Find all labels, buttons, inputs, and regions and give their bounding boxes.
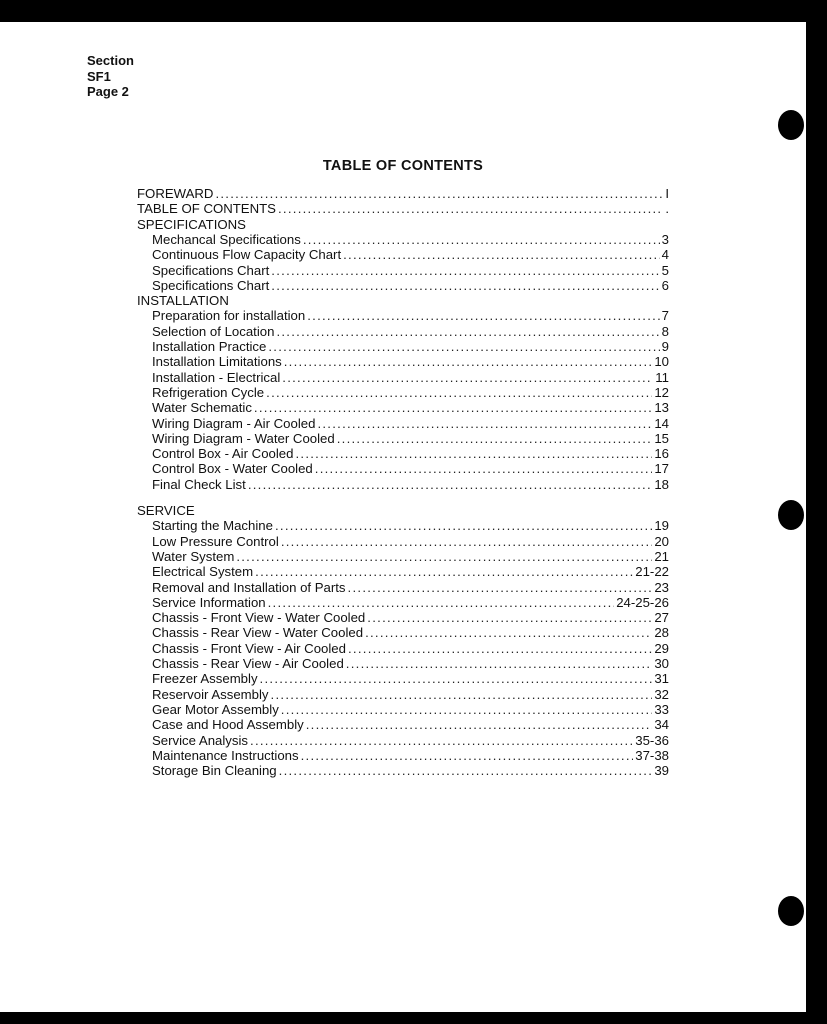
toc-entry <box>152 656 669 671</box>
toc-entry-label: FOREWARD <box>137 186 214 201</box>
dot-leader <box>279 763 653 778</box>
toc-entry-page: 21-22 <box>635 564 669 580</box>
toc-entry-page: 10 <box>654 354 669 370</box>
toc-entry <box>152 416 669 431</box>
toc-entry-label: Starting the Machine <box>152 518 273 534</box>
toc-entry <box>152 580 669 595</box>
toc-entry-page: 24-25-26 <box>616 594 669 610</box>
toc-entry-label: Mechancal Specifications <box>152 231 301 247</box>
toc-entry-page: . <box>665 201 669 217</box>
toc-entry-label: Specifications Chart <box>152 277 270 293</box>
toc-entry-page: I <box>665 186 669 201</box>
toc-entry-label: Reservoir Assembly <box>152 686 269 702</box>
dot-leader <box>315 461 653 476</box>
toc-entry-page: 20 <box>654 533 669 549</box>
dot-leader <box>276 324 659 339</box>
toc-entry <box>152 370 669 385</box>
dot-leader <box>255 564 633 579</box>
toc-entry-page: 9 <box>661 339 669 354</box>
dot-leader <box>268 339 659 354</box>
toc-entry <box>152 625 669 640</box>
toc-entry <box>152 702 669 717</box>
toc-entry <box>152 385 669 400</box>
toc-entry-page: 17 <box>654 461 669 477</box>
dot-leader <box>301 748 634 763</box>
toc-entry-label: TABLE OF CONTENTS <box>137 201 276 217</box>
dot-leader <box>337 431 653 446</box>
dot-leader <box>260 671 653 686</box>
toc-entry <box>152 610 669 625</box>
toc-entry-page: 37-38 <box>635 747 669 763</box>
dot-leader <box>343 247 660 262</box>
toc-entry-page: 28 <box>654 625 669 641</box>
toc-entry-page: 31 <box>654 671 669 687</box>
section-label: Section <box>87 53 134 68</box>
punch-hole-bottom <box>778 896 804 926</box>
toc-entry <box>152 687 669 702</box>
toc-entry-label: Preparation for installation <box>152 308 306 324</box>
dot-leader <box>281 534 653 549</box>
toc-entry <box>152 549 669 564</box>
dot-leader <box>284 354 653 369</box>
toc-entry-label: Gear Motor Assembly <box>152 701 279 717</box>
toc-entry-page: 32 <box>654 686 669 702</box>
toc-entry-label: Chassis - Rear View - Air Cooled <box>152 656 344 671</box>
toc-entry-page: 15 <box>654 430 669 446</box>
toc-entry-page: 34 <box>654 717 669 733</box>
toc-entry-label: Chassis - Front View - Air Cooled <box>152 640 346 656</box>
toc-entry <box>152 446 669 461</box>
toc-entry-label: Installation - Electrical <box>152 369 281 385</box>
toc-entry-label: Water System <box>152 548 235 564</box>
page-header <box>87 53 134 100</box>
toc-entry-label: Wiring Diagram - Water Cooled <box>152 430 335 446</box>
toc-section-heading: SPECIFICATIONS <box>137 216 246 232</box>
toc-entry <box>152 247 669 262</box>
toc-entry <box>152 431 669 446</box>
toc-entry-label: Installation Practice <box>152 339 267 354</box>
toc-entry-label: Low Pressure Control <box>152 533 279 549</box>
toc-entry <box>152 534 669 549</box>
toc-entry-label: Continuous Flow Capacity Chart <box>152 247 342 263</box>
toc-entry-label: Storage Bin Cleaning <box>152 763 277 779</box>
toc-entry <box>152 339 669 354</box>
toc-entry-label: Case and Hood Assembly <box>152 717 304 733</box>
toc-entry <box>152 641 669 656</box>
dot-leader <box>306 717 653 732</box>
dot-leader <box>367 610 652 625</box>
toc-entry-page: 19 <box>654 518 669 534</box>
toc-section-heading: SERVICE <box>137 503 195 518</box>
dot-leader <box>236 549 652 564</box>
dot-leader <box>278 201 663 216</box>
toc-entry <box>152 308 669 323</box>
toc-entry <box>152 232 669 247</box>
dot-leader <box>271 263 659 278</box>
toc-entry-page: 11 <box>655 369 669 385</box>
toc-entry-label: Final Check List <box>152 476 246 492</box>
toc-entry <box>137 201 669 216</box>
section-code: SF1 <box>87 68 111 84</box>
toc-entry-page: 23 <box>654 579 669 595</box>
dot-leader <box>317 416 652 431</box>
toc-entry-label: Specifications Chart <box>152 262 270 278</box>
toc-entry-page: 39 <box>654 763 669 779</box>
toc-entry-label: Freezer Assembly <box>152 671 258 687</box>
toc-entry <box>152 763 669 778</box>
toc-entry <box>152 518 669 533</box>
toc-entry-label: Chassis - Front View - Water Cooled <box>152 610 366 626</box>
toc-entry-page: 33 <box>654 701 669 717</box>
toc-entry-label: Service Information <box>152 594 266 610</box>
toc-entry-page: 27 <box>654 610 669 626</box>
toc-entry <box>152 748 669 763</box>
toc-entry-label: Maintenance Instructions <box>152 747 299 763</box>
toc-entry <box>152 671 669 686</box>
toc-entry-page: 29 <box>654 640 669 656</box>
toc-entry-page: 8 <box>661 323 669 339</box>
toc-entry-page: 14 <box>654 415 669 431</box>
toc-entry-page: 13 <box>654 400 669 416</box>
toc-entry-label: Electrical System <box>152 564 254 580</box>
toc-entry <box>152 595 669 610</box>
toc-entry <box>152 461 669 476</box>
toc-entry-page: 4 <box>661 247 669 263</box>
page-title: TABLE OF CONTENTS <box>322 158 484 174</box>
dot-leader <box>348 641 652 656</box>
toc-section-heading: INSTALLATION <box>137 293 229 309</box>
dot-leader <box>254 400 652 415</box>
dot-leader <box>346 656 653 671</box>
dot-leader <box>268 595 615 610</box>
toc-entry-page: 6 <box>661 277 669 293</box>
toc-entry <box>152 324 669 339</box>
toc-entry <box>152 564 669 579</box>
punch-hole-middle <box>778 500 804 530</box>
dot-leader <box>250 733 633 748</box>
punch-hole-top <box>778 110 804 140</box>
toc-entry-page: 3 <box>661 231 669 247</box>
toc-entry <box>152 263 669 278</box>
toc-entry-label: Removal and Installation of Parts <box>152 579 346 595</box>
dot-leader <box>266 385 652 400</box>
toc-entry-page: 30 <box>654 656 669 671</box>
dot-leader <box>271 278 659 293</box>
document-page <box>0 22 806 1012</box>
toc-entry-page: 5 <box>661 262 669 278</box>
toc-entry-label: Refrigeration Cycle <box>152 384 265 400</box>
toc-entry-page: 12 <box>654 384 669 400</box>
toc-entry <box>152 733 669 748</box>
dot-leader <box>271 687 653 702</box>
toc-entry-label: Installation Limitations <box>152 354 282 370</box>
toc-entry <box>152 278 669 293</box>
toc-entry-label: Selection of Location <box>152 323 275 339</box>
toc-entry-label: Control Box - Air Cooled <box>152 446 294 462</box>
toc-entry-page: 16 <box>654 446 669 462</box>
toc-entry <box>152 354 669 369</box>
toc-entry <box>152 400 669 415</box>
dot-leader <box>295 446 652 461</box>
toc-entry-label: Chassis - Rear View - Water Cooled <box>152 625 364 641</box>
dot-leader <box>307 308 659 323</box>
dot-leader <box>348 580 653 595</box>
toc-entry-label: Control Box - Water Cooled <box>152 461 313 477</box>
toc-entry <box>137 186 669 201</box>
toc-entry-page: 21 <box>654 548 669 564</box>
page-number-label: Page 2 <box>87 84 129 99</box>
toc-entry-label: Wiring Diagram - Air Cooled <box>152 415 316 431</box>
toc-entry-label: Service Analysis <box>152 732 249 748</box>
toc-entry <box>152 477 669 492</box>
dot-leader <box>248 477 653 492</box>
toc-entry <box>152 717 669 732</box>
dot-leader <box>281 702 653 717</box>
toc-entry-label: Water Schematic <box>152 400 252 416</box>
dot-leader <box>275 518 652 533</box>
toc-entry-page: 18 <box>654 476 669 492</box>
toc-entry-page: 35-36 <box>635 732 669 748</box>
dot-leader <box>303 232 660 247</box>
dot-leader <box>282 370 653 385</box>
dot-leader <box>215 186 663 201</box>
toc-entry-page: 7 <box>661 308 669 324</box>
dot-leader <box>365 625 652 640</box>
